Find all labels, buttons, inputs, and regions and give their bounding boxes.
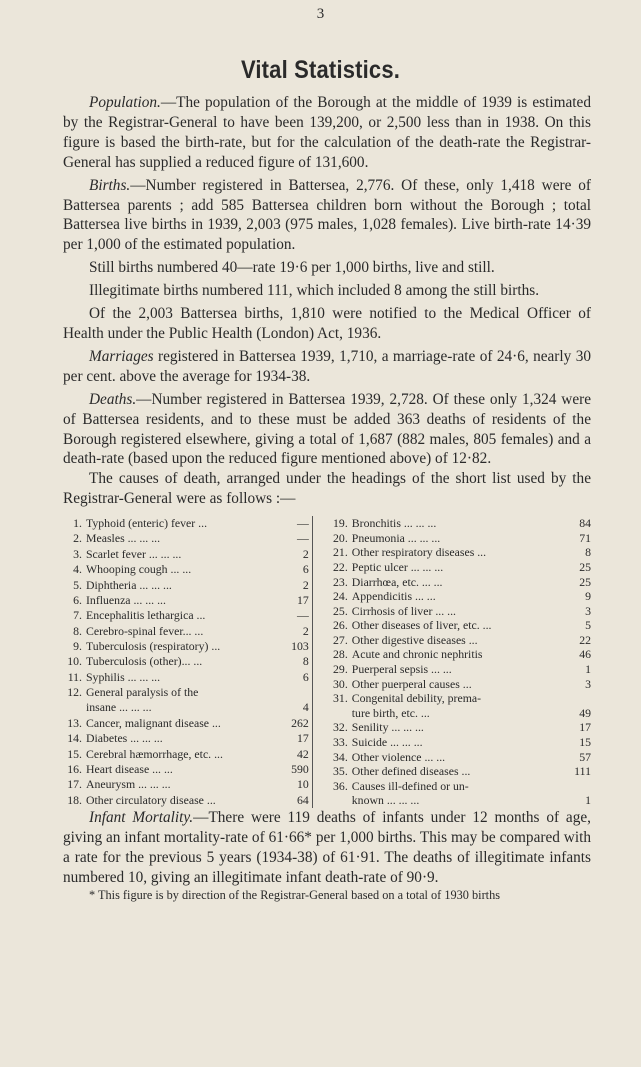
cause-number: [63, 700, 86, 715]
cause-name: Other circulatory disease ...: [86, 792, 216, 807]
marriages-text: registered in Battersea 1939, 1,710, a marriage-rate of 24·6, nearly 30 per cent. above the average for 1934-38.: [63, 347, 591, 385]
cause-count: 25: [579, 574, 591, 589]
marriages-paragraph: [63, 347, 591, 387]
cause-number: 29.: [333, 662, 348, 677]
cause-count: 8: [585, 545, 591, 560]
cause-count: —: [296, 516, 309, 531]
cause-number: 5.: [73, 577, 82, 592]
cause-number: 13.: [67, 715, 82, 730]
cause-number: 22.: [333, 559, 348, 574]
cause-count: 262: [291, 715, 309, 730]
cause-number: 6.: [73, 592, 82, 607]
cause-count: 2: [302, 623, 309, 638]
cause-count: 9: [585, 589, 591, 604]
cause-number: 17.: [67, 777, 82, 792]
births-paragraph: [63, 176, 591, 256]
cause-count: [271, 685, 309, 700]
cause-count: 71: [579, 530, 591, 545]
cause-count: 6: [302, 562, 309, 577]
population-heading: Population.: [89, 94, 161, 111]
cause-name: Acute and chronic nephritis: [351, 647, 483, 662]
cause-count: 5: [585, 618, 591, 633]
cause-name: Causes ill-defined or un-: [351, 778, 469, 793]
cause-number: 35.: [333, 764, 348, 779]
cause-name: Cancer, malignant disease ...: [86, 715, 221, 730]
cause-name: ture birth, etc. ...: [351, 705, 430, 720]
cause-number: 30.: [333, 676, 348, 691]
causes-left-column: [63, 516, 309, 808]
cause-number: 9.: [73, 639, 82, 653]
cause-number: [327, 706, 352, 721]
cause-number: 23.: [333, 574, 348, 589]
cause-count: 1: [585, 793, 591, 808]
cause-number: 14.: [67, 731, 82, 746]
cause-name: Bronchitis ... ... ...: [351, 516, 437, 531]
cause-name: Other violence ... ...: [351, 749, 446, 764]
cause-number: 27.: [333, 632, 348, 647]
cause-name: Tuberculosis (other)... ...: [86, 654, 203, 669]
cause-name: Whooping cough ... ...: [86, 562, 192, 577]
infant-mortality-heading: Infant Mortality.: [89, 809, 194, 826]
cause-number: 11.: [67, 669, 82, 684]
cause-count: 25: [579, 559, 591, 574]
cause-number: 20.: [333, 530, 348, 545]
still-births-paragraph: Still births numbered 40—rate 19·6 per 1,000 births, live and still.: [89, 259, 495, 277]
cause-name: known ... ... ...: [351, 793, 420, 808]
cause-count: 4: [302, 700, 309, 715]
cause-name: Diarrhœa, etc. ... ...: [351, 574, 443, 589]
cause-count: 17: [296, 592, 309, 607]
cause-count: 1: [585, 662, 591, 677]
cause-count: 2: [302, 546, 309, 561]
cause-number: 16.: [67, 761, 82, 776]
cause-count: —: [296, 608, 309, 623]
infant-mortality-paragraph: [63, 808, 591, 888]
population-text: —The population of the Borough at the middle of 1939 is estimated by the Registrar-General to have been 139,200, or 2,500 less than in 1938. On this figure is based the birth-rate, but for the calculation of the death-rate the Registrar-General has supplied a reduced figure of 131,600.: [63, 94, 591, 171]
cause-number: 8.: [73, 623, 82, 638]
page-number: 3: [316, 6, 325, 22]
cause-name: Scarlet fever ... ... ...: [86, 546, 182, 561]
cause-number: [327, 793, 352, 808]
cause-name: General paralysis of the: [86, 685, 199, 700]
cause-name: Diphtheria ... ... ...: [86, 577, 172, 592]
cause-count: 2: [302, 577, 309, 592]
cause-number: 19.: [333, 516, 348, 531]
cause-number: 21.: [333, 545, 348, 560]
cause-count: 46: [579, 647, 591, 662]
notified-paragraph: Of the 2,003 Battersea births, 1,810 were notified to the Medical Officer of Health under the Public Health (London) Act, 1936.: [63, 305, 591, 342]
cause-name: Aneurysm ... ... ...: [86, 777, 171, 792]
cause-count: 84: [579, 516, 591, 531]
cause-number: 24.: [333, 589, 348, 604]
cause-count: 8: [302, 654, 309, 669]
cause-name: Other defined diseases ...: [351, 764, 471, 779]
cause-count: 42: [296, 746, 309, 761]
cause-name: Other puerperal causes ...: [351, 676, 472, 691]
causes-of-death-table: [63, 516, 591, 808]
cause-count: 64: [296, 792, 309, 807]
cause-count: 3: [585, 603, 591, 618]
cause-number: 33.: [333, 735, 348, 750]
population-paragraph: [63, 93, 591, 173]
cause-number: 7.: [73, 608, 82, 623]
causes-intro-paragraph: The causes of death, arranged under the headings of the short list used by the Registrar-General were as follows :—: [63, 470, 591, 508]
cause-count: 17: [296, 731, 309, 746]
cause-count: 111: [574, 764, 591, 779]
cause-count: 10: [296, 777, 309, 792]
marriages-heading: Marriages: [89, 347, 154, 365]
illegitimate-paragraph: Illegitimate births numbered 111, which included 8 among the still births.: [89, 282, 540, 300]
cause-name: Encephalitis lethargica ...: [86, 608, 206, 623]
cause-name: Heart disease ... ...: [86, 761, 173, 776]
deaths-paragraph: [63, 390, 591, 470]
cause-name: Typhoid (enteric) fever ...: [86, 516, 208, 531]
cause-count: 17: [579, 720, 591, 735]
cause-count: 22: [579, 632, 591, 647]
cause-number: 25.: [333, 603, 348, 618]
cause-name: Other diseases of liver, etc. ...: [351, 618, 492, 633]
cause-name: Other respiratory diseases ...: [351, 545, 487, 560]
cause-name: Puerperal sepsis ... ...: [351, 662, 452, 677]
cause-name: Suicide ... ... ...: [351, 735, 423, 750]
cause-count: [565, 779, 591, 794]
cause-name: Peptic ulcer ... ... ...: [351, 559, 444, 574]
cause-name: Cirrhosis of liver ... ...: [351, 603, 456, 618]
cause-number: 36.: [333, 778, 348, 793]
births-text: —Number registered in Battersea, 2,776. Of these, only 1,418 were of Battersea parents ; add 585 Battersea children born without the Borough ; total Battersea live births in 1939, 2,003 (975 males, 1,028 females). Live birth-rate 14·39 per 1,000 of the estimated population.: [63, 176, 591, 254]
cause-number: 2.: [73, 531, 82, 546]
cause-count: 49: [579, 705, 591, 720]
cause-name: Tuberculosis (respiratory) ...: [86, 639, 221, 653]
cause-name: Appendicitis ... ...: [351, 589, 436, 604]
document-body: [63, 93, 591, 903]
cause-number: 31.: [333, 691, 348, 706]
cause-name: Senility ... ... ...: [351, 720, 424, 735]
deaths-text: —Number registered in Battersea 1939, 2,728. Of these only 1,324 were of Battersea residents, and to these must be added 363 deaths of residents of the Borough registered elsewhere, giving a total of 1,687 (882 males, 805 females) and a death-rate (based upon the reduced figure mentioned above) of 12·82.: [63, 390, 591, 468]
cause-number: 26.: [333, 618, 348, 633]
footnote: * This figure is by direction of the Registrar-General based on a total of 1930 births: [89, 887, 501, 902]
births-heading: Births.: [89, 176, 131, 194]
cause-name: Cerebro-spinal fever... ...: [86, 623, 204, 638]
cause-name: Congenital debility, prema-: [351, 691, 482, 706]
cause-number: 12.: [67, 685, 82, 700]
cause-name: Syphilis ... ... ...: [86, 669, 161, 684]
cause-number: 32.: [333, 720, 348, 735]
cause-count: [565, 691, 591, 706]
cause-number: 3.: [73, 546, 82, 561]
deaths-heading: Deaths.: [89, 390, 137, 408]
cause-number: 28.: [333, 647, 348, 662]
causes-right-column: [312, 516, 591, 808]
cause-number: 1.: [73, 516, 82, 531]
cause-number: 4.: [73, 562, 82, 577]
infant-mortality-text: —There were 119 deaths of infants under 12 months of age, giving an infant mortality-rate of 61·66* per 1,000 births. This may be compared with a rate for the previous 5 years (1934-38) of 61·91. The deaths of illegitimate infants numbered 10, giving an illegitimate infant death-rate of 90·9.: [63, 809, 591, 886]
cause-count: 6: [302, 669, 309, 684]
cause-count: 57: [579, 749, 591, 764]
cause-name: Measles ... ... ...: [86, 531, 161, 546]
cause-name: Diabetes ... ... ...: [86, 731, 163, 746]
cause-count: 3: [585, 676, 591, 691]
cause-name: Pneumonia ... ... ...: [351, 530, 441, 545]
cause-count: 590: [291, 761, 309, 776]
cause-name: Influenza ... ... ...: [86, 592, 166, 607]
cause-count: 15: [579, 735, 591, 750]
cause-count: 103: [291, 639, 309, 653]
page-title: Vital Statistics.: [240, 56, 401, 84]
cause-name: insane ... ... ...: [86, 700, 152, 715]
cause-number: 10.: [67, 654, 82, 669]
cause-count: —: [296, 531, 309, 546]
cause-name: Other digestive diseases ...: [351, 632, 478, 647]
cause-number: 15.: [67, 746, 82, 761]
cause-number: 18.: [67, 792, 82, 807]
cause-number: 34.: [333, 749, 348, 764]
cause-name: Cerebral hæmorrhage, etc. ...: [86, 746, 223, 761]
